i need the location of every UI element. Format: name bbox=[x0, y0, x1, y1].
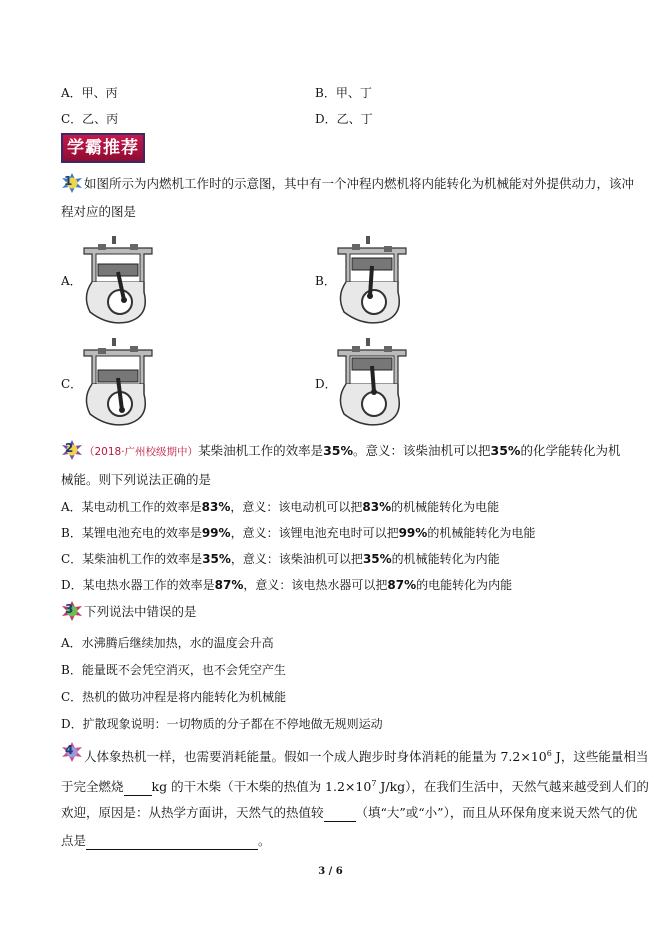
question-4-line2: 于完全燃烧 kg 的干木柴（干木柴的热值为 $1.2\times 10^7$ J/kg），在我们生活中，天然气越来越受到人们的 bbox=[61, 779, 649, 795]
q3-option-a: A．水沸腾后继续加热，水的温度会升高 bbox=[61, 636, 274, 650]
question-4-line4: 点是 。 bbox=[61, 833, 271, 848]
question-2-source: （2018·广州校级期中） bbox=[84, 446, 199, 458]
q2-stem-pct2: 35% bbox=[490, 443, 521, 458]
question-1-line2: 程对应的图是 bbox=[61, 204, 137, 219]
page-number: 3 / 6 bbox=[318, 866, 343, 877]
q2-option-c: C．某柴油机工作的效率是35%，意义：该柴油机可以把35%的机械能转化为内能 bbox=[61, 552, 500, 566]
blank-fuel-mass[interactable] bbox=[124, 782, 152, 796]
q2-stem-pct1: 35% bbox=[323, 443, 353, 458]
q3-option-d: D．扩散现象说明：一切物质的分子都在不停地做无规则运动 bbox=[61, 717, 383, 731]
recommend-banner: 学霸推荐 bbox=[61, 133, 145, 163]
q2-option-d: D．某电热水器工作的效率是87%，意义：该电热水器可以把87%的电能转化为内能 bbox=[61, 578, 513, 592]
option-c: C．乙、丙 bbox=[61, 112, 119, 126]
q2-option-a: A．某电动机工作的效率是83%，意义：该电动机可以把83%的机械能转化为电能 bbox=[61, 500, 500, 514]
blank-advantage[interactable] bbox=[86, 836, 258, 850]
option-d: D．乙、丁 bbox=[315, 112, 373, 126]
question-1-number: 1 bbox=[64, 174, 73, 188]
blank-heat-value[interactable] bbox=[324, 808, 356, 822]
option-a: A．甲、丙 bbox=[61, 86, 118, 100]
q1-option-a-label: A． bbox=[61, 274, 82, 288]
question-3-number: 3 bbox=[65, 602, 74, 616]
q2-stem-post: 的化学能转化为机 bbox=[520, 443, 621, 458]
q2-stem-mid: 。意义：该柴油机可以把 bbox=[353, 443, 491, 458]
q3-option-c: C．热机的做功冲程是将内能转化为机械能 bbox=[61, 690, 287, 704]
q1-option-d-label: D． bbox=[315, 377, 337, 391]
engine-diagram-d bbox=[332, 338, 412, 426]
q3-option-b: B．能量既不会凭空消灭，也不会凭空产生 bbox=[61, 663, 286, 677]
q2-option-b: B．某锂电池充电的效率是99%，意义：该锂电池充电时可以把99%的机械能转化为电能 bbox=[61, 526, 536, 540]
question-2-line1 bbox=[84, 442, 620, 461]
option-b: B．甲、丁 bbox=[315, 86, 372, 100]
question-3-stem: 下列说法中错误的是 bbox=[84, 604, 197, 619]
q1-option-c-label: C． bbox=[61, 377, 83, 391]
engine-diagram-c bbox=[78, 338, 158, 426]
q2-stem-text: 某柴油机工作的效率是 bbox=[198, 443, 324, 458]
q1-option-b-label: B． bbox=[315, 274, 336, 288]
question-2-number: 2 bbox=[65, 441, 74, 455]
question-2-line2: 械能。则下列说法正确的是 bbox=[61, 472, 212, 487]
question-4-line1: 人体象热机一样，也需要消耗能量。假如一个成人跑步时身体消耗的能量为 $7.2\times 10^6$ J，这些能量相当 bbox=[84, 749, 649, 765]
question-1-line1: 如图所示为内燃机工作时的示意图，其中有一个冲程内燃机将内能转化为机械能对外提供动力，该冲 bbox=[84, 176, 635, 191]
question-4-number: 4 bbox=[65, 743, 74, 757]
engine-diagram-b bbox=[332, 236, 412, 324]
question-4-line3: 欢迎，原因是：从热学方面讲，天然气的热值较 （填“大”或“小”），而且从环保角度来说天然气的优 bbox=[61, 805, 638, 820]
engine-diagram-a bbox=[78, 236, 158, 324]
